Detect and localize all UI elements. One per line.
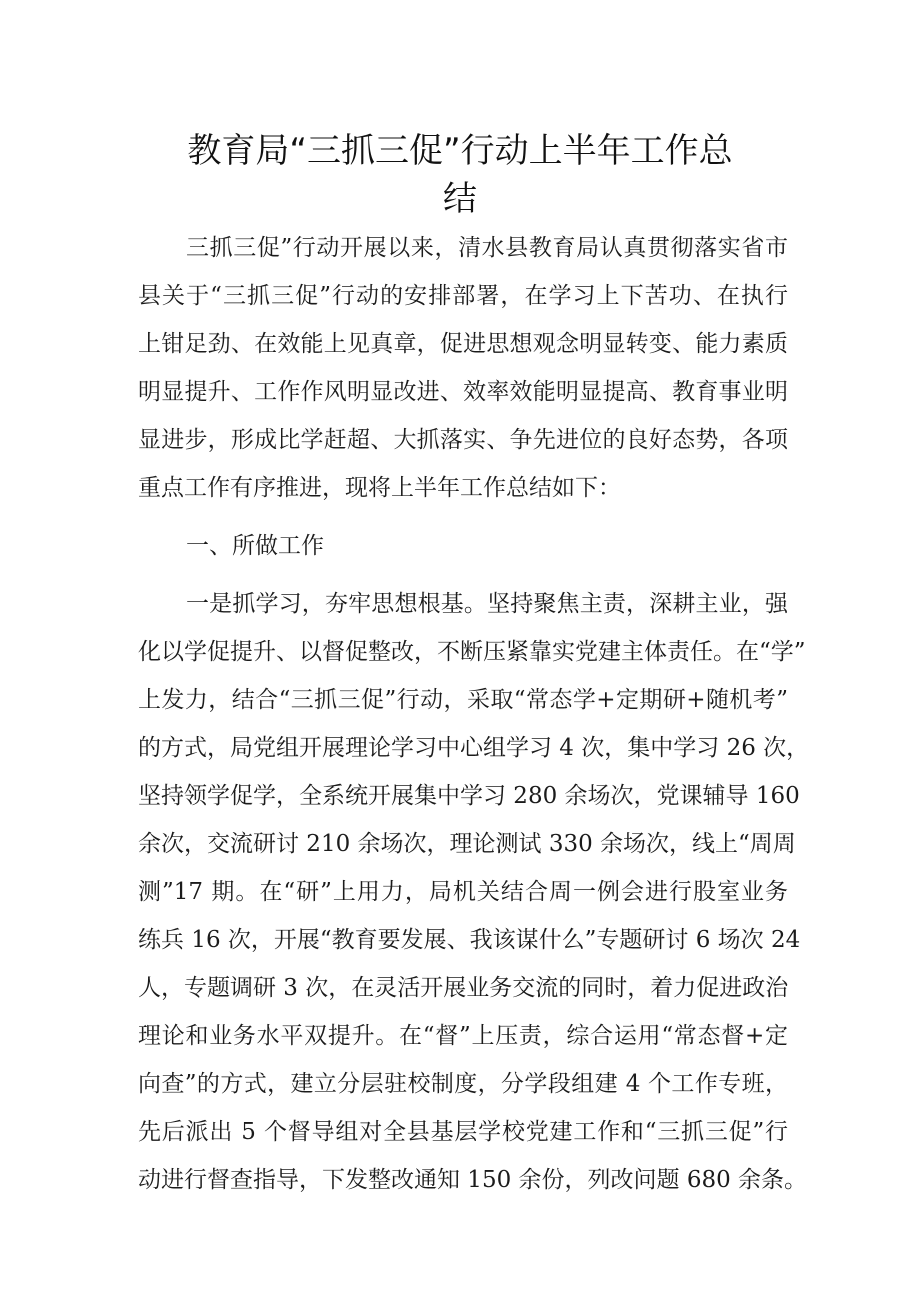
section-heading: 一、所做工作 (186, 533, 324, 559)
body-line: 化以学促提升、以督促整改，不断压紧靠实党建主体责任。在“学” (138, 639, 806, 665)
body-line: 练兵 16 次，开展“教育要发展、我该谋什么”专题研讨 6 场次 24 (138, 927, 801, 953)
intro-line: 明显提升、工作作风明显改进、效率效能明显提高、教育事业明 (138, 379, 788, 405)
body-line: 坚持领学促学，全系统开展集中学习 280 余场次，党课辅导 160 (138, 783, 800, 809)
body-line: 先后派出 5 个督导组对全县基层学校党建工作和“三抓三促”行 (138, 1119, 788, 1145)
body-line: 余次，交流研讨 210 余场次，理论测试 330 余场次，线上“周周 (138, 831, 796, 857)
body-line: 动进行督查指导，下发整改通知 150 余份，列改问题 680 余条。 (138, 1167, 808, 1193)
document-title-line-1: 教育局“三抓三促”行动上半年工作总 (187, 131, 733, 171)
body-line: 上发力，结合“三抓三促”行动，采取“常态学+定期研+随机考” (138, 687, 788, 713)
document-title-line-2: 结 (443, 179, 477, 219)
intro-line: 县关于“三抓三促”行动的安排部署，在学习上下苦功、在执行 (138, 283, 788, 309)
body-line: 向查”的方式，建立分层驻校制度，分学段组建 4 个工作专班， (138, 1071, 788, 1097)
body-line: 一是抓学习，夯牢思想根基。坚持聚焦主责，深耕主业，强 (186, 591, 788, 617)
body-line: 的方式，局党组开展理论学习中心组学习 4 次，集中学习 26 次， (138, 735, 810, 761)
intro-line: 显进步，形成比学赶超、大抓落实、争先进位的良好态势，各项 (138, 427, 788, 453)
intro-line: 重点工作有序推进，现将上半年工作总结如下： (138, 475, 621, 501)
body-line: 测”17 期。在“研”上用力，局机关结合周一例会进行股室业务 (138, 879, 788, 905)
intro-line: 上钳足劲、在效能上见真章，促进思想观念明显转变、能力素质 (138, 331, 788, 357)
body-line: 人，专题调研 3 次，在灵活开展业务交流的同时，着力促进政治 (138, 975, 789, 1001)
intro-line: 三抓三促”行动开展以来，清水县教育局认真贯彻落实省市 (186, 235, 788, 261)
body-line: 理论和业务水平双提升。在“督”上压责，综合运用“常态督+定 (138, 1023, 788, 1049)
